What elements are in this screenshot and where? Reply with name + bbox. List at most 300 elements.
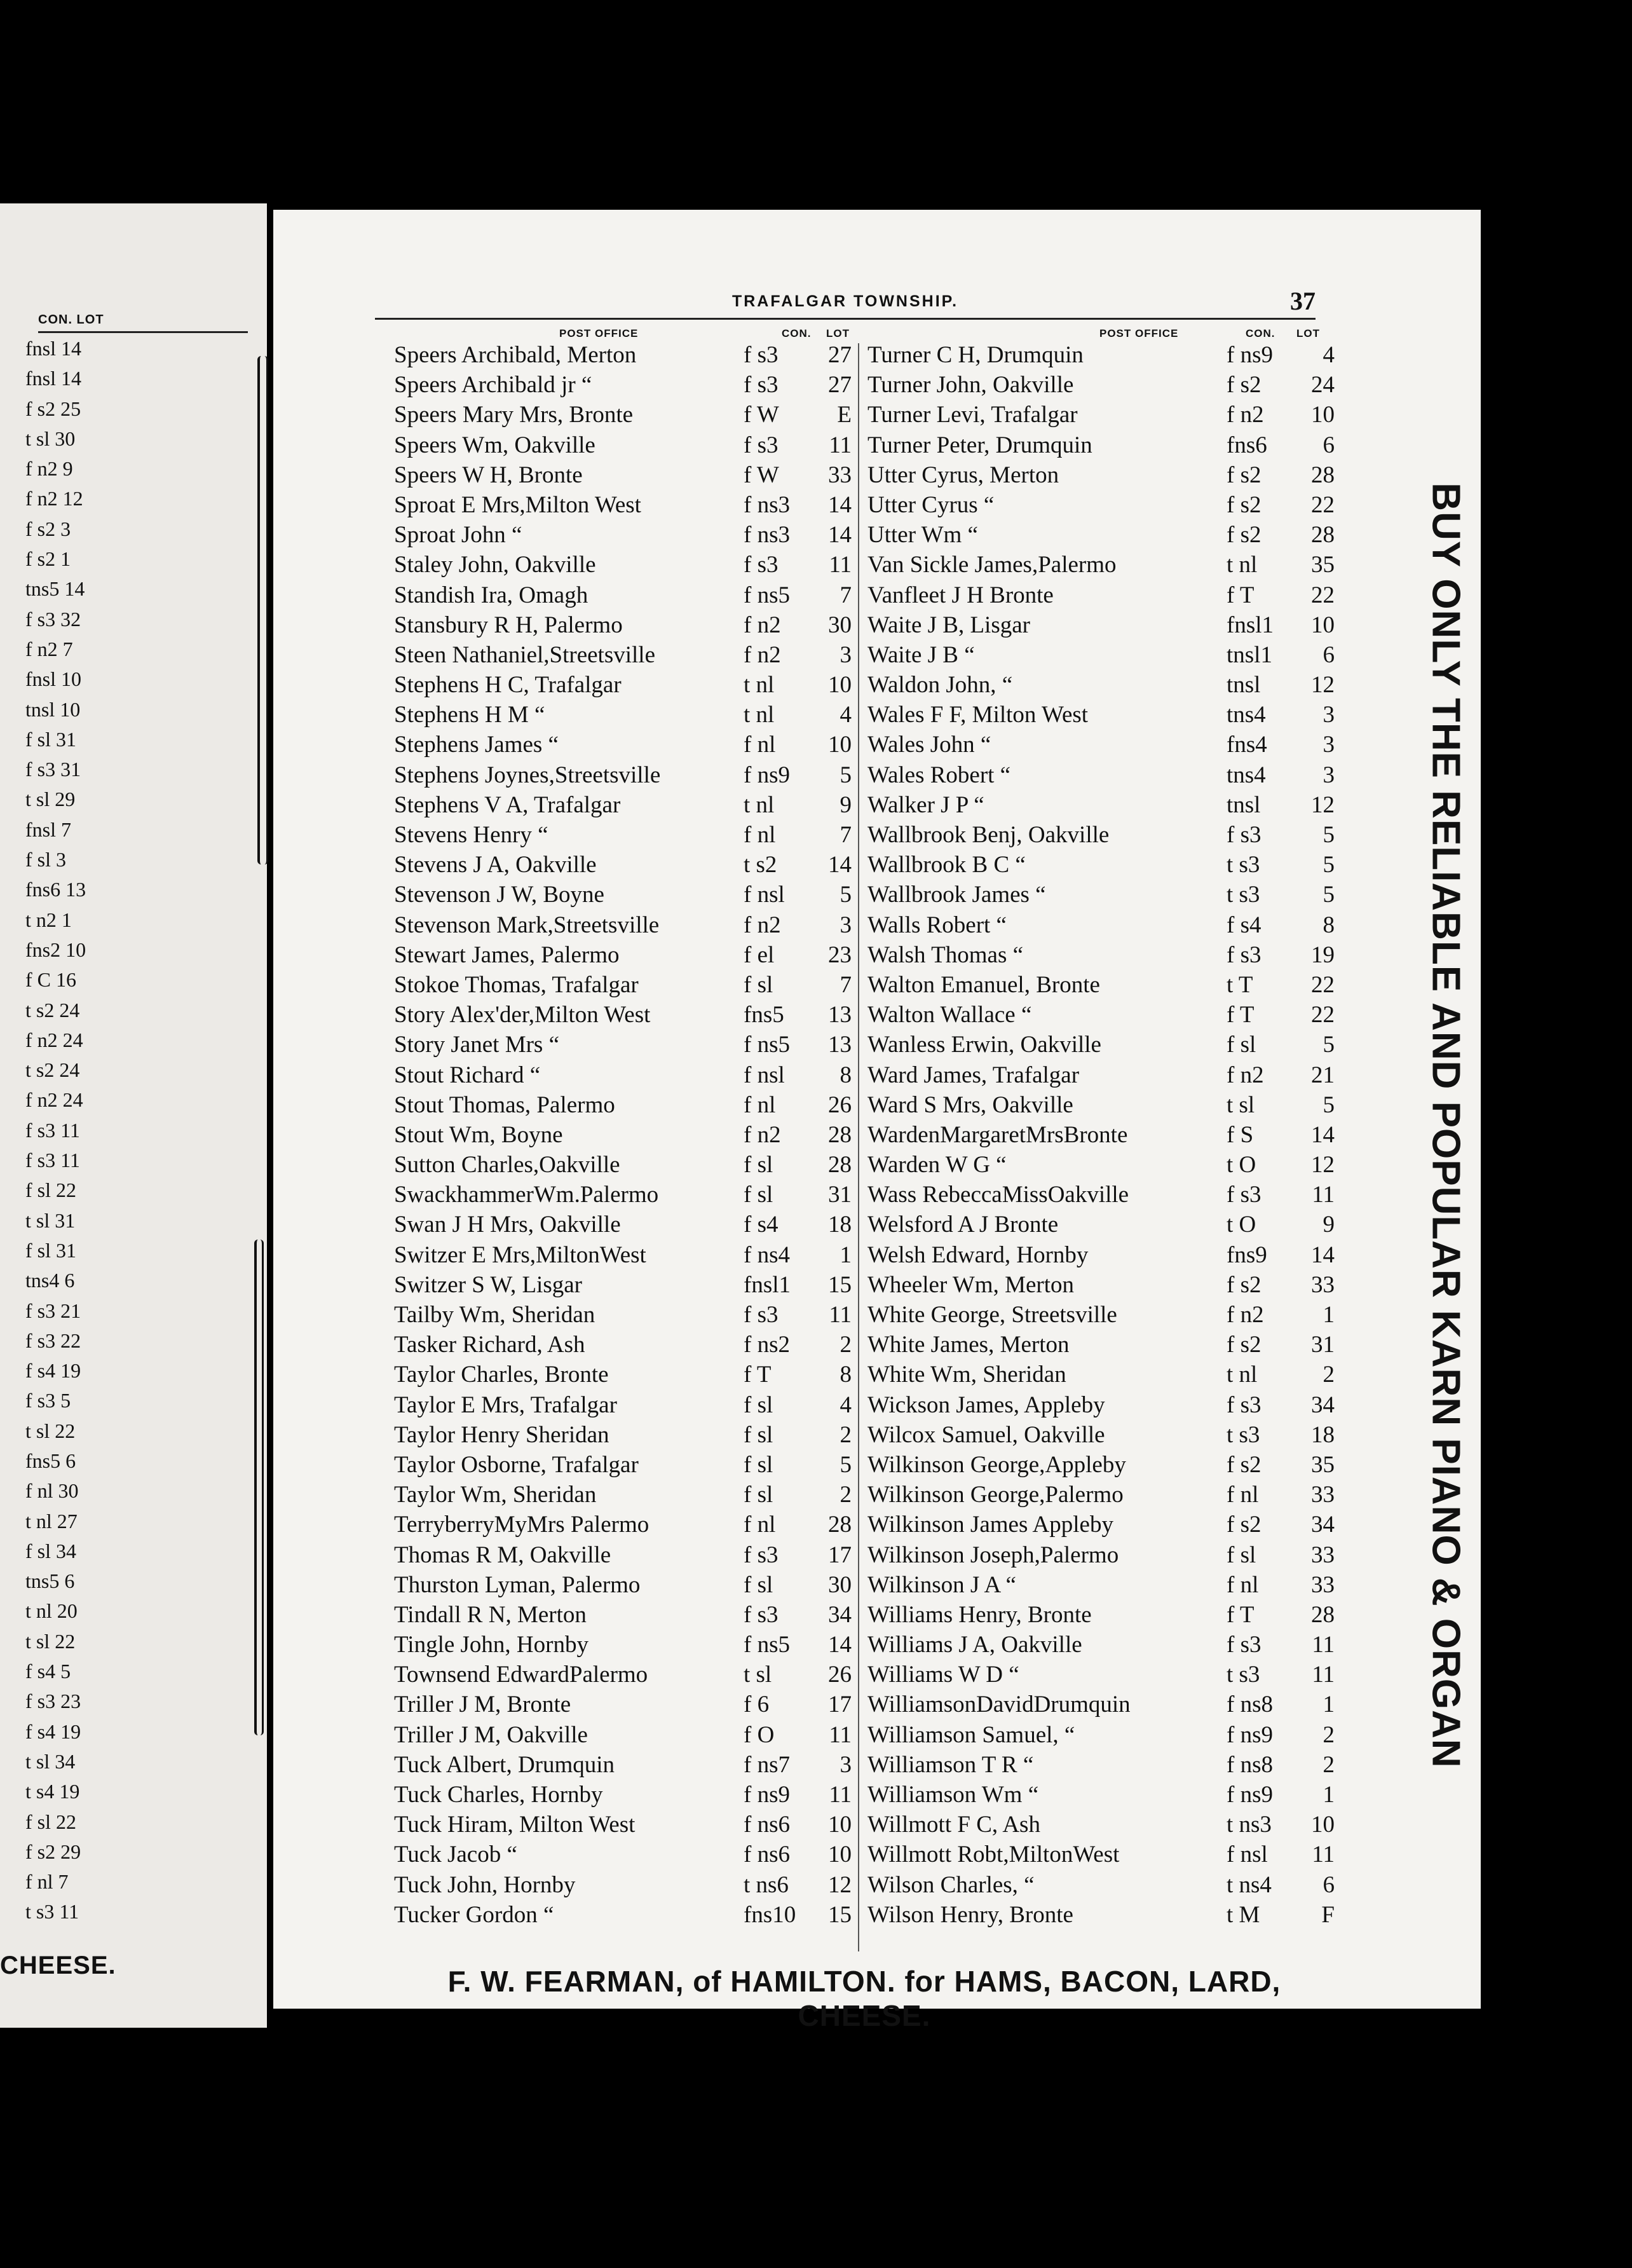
directory-entry (867, 1330, 1335, 1360)
entry-concession: tns4 (1227, 762, 1266, 788)
entry-lot: 1 (1323, 1691, 1335, 1718)
entry-name-post-office: Walton Wallace “ (867, 1002, 1032, 1028)
entry-name-post-office: Waite J B “ (867, 641, 975, 668)
directory-column-b (867, 340, 1335, 1930)
entry-name-post-office: Wanless Erwin, Oakville (867, 1032, 1101, 1058)
left-page-footer: CHEESE. (0, 1951, 116, 1979)
entry-name-post-office: Vanfleet J H Bronte (867, 582, 1054, 608)
left-page-row (19, 514, 248, 544)
directory-entry (867, 340, 1335, 370)
entry-lot: 33 (1311, 1541, 1335, 1568)
binding-thread-mark (257, 356, 268, 864)
left-page-row (19, 1085, 248, 1115)
directory-entry (394, 1420, 852, 1450)
left-page-row-value: f n2 9 (25, 457, 73, 481)
entry-concession: f ns6 (744, 1841, 790, 1868)
directory-entry (867, 1870, 1335, 1900)
entry-lot: 26 (828, 1662, 852, 1688)
left-page-row-value: fnsl 14 (25, 367, 81, 390)
page-header (375, 287, 1316, 320)
entry-name-post-office: Wales F F, Milton West (867, 702, 1089, 728)
entry-name-post-office: Turner Levi, Trafalgar (867, 402, 1078, 428)
entry-concession: f s4 (1227, 912, 1261, 938)
entry-concession: f nsl (1227, 1841, 1268, 1868)
directory-entry (394, 1060, 852, 1090)
entry-concession: f ns3 (744, 491, 790, 518)
entry-concession: t ns3 (1227, 1812, 1272, 1838)
left-page-row-value: f n2 24 (25, 1088, 83, 1112)
entry-concession: f T (1227, 582, 1255, 608)
left-page-row (19, 1837, 248, 1867)
entry-lot: 3 (1323, 732, 1335, 758)
side-advert (1411, 286, 1481, 1964)
entry-lot: 2 (1323, 1362, 1335, 1388)
entry-lot: 11 (829, 1782, 852, 1808)
entry-name-post-office: Switzer E Mrs,MiltonWest (394, 1241, 646, 1268)
entry-name-post-office: Stansbury R H, Palermo (394, 611, 623, 638)
entry-name-post-office: Williamson Wm “ (867, 1782, 1039, 1808)
entry-name-post-office: Stevens Henry “ (394, 822, 548, 848)
entry-lot: 11 (1312, 1841, 1335, 1868)
entry-concession: f s3 (1227, 941, 1261, 968)
directory-entry (867, 1780, 1335, 1810)
entry-name-post-office: Wickson James, Appleby (867, 1391, 1105, 1418)
directory-entry (867, 1030, 1335, 1060)
directory-entry (867, 1510, 1335, 1540)
directory-entry (394, 1900, 852, 1930)
entry-lot: 4 (840, 702, 852, 728)
entry-name-post-office: Tucker Gordon “ (394, 1901, 554, 1928)
entry-concession: fnsl1 (744, 1271, 791, 1298)
directory-entry (394, 1390, 852, 1420)
entry-concession: f s3 (744, 1302, 779, 1328)
entry-concession: f T (744, 1362, 772, 1388)
entry-lot: 8 (840, 1062, 852, 1088)
entry-name-post-office: Stout Wm, Boyne (394, 1121, 563, 1148)
directory-entry (867, 1090, 1335, 1120)
entry-lot: 5 (1323, 882, 1335, 908)
entry-lot: 2 (840, 1332, 852, 1358)
entry-lot: 28 (1311, 522, 1335, 549)
left-page-row-value: t sl 31 (25, 1208, 76, 1232)
directory-entry (867, 1120, 1335, 1150)
entry-concession: f sl (744, 971, 773, 998)
left-page-row-value: fnsl 14 (25, 337, 81, 360)
entry-lot: 5 (840, 1451, 852, 1478)
left-page-row (19, 875, 248, 905)
entry-lot: 28 (1311, 1601, 1335, 1628)
left-page-row (19, 1536, 248, 1566)
left-facing-page (0, 203, 267, 2028)
left-page-row (19, 574, 248, 604)
directory-entry (394, 1450, 852, 1480)
entry-lot: 11 (829, 1721, 852, 1748)
entry-lot: 18 (828, 1212, 852, 1238)
entry-concession: f ns6 (744, 1812, 790, 1838)
left-page-row-value: t nl 20 (25, 1599, 78, 1623)
entry-name-post-office: Tailby Wm, Sheridan (394, 1302, 595, 1328)
entry-concession: t s3 (1227, 852, 1260, 878)
entry-lot: 2 (1323, 1721, 1335, 1748)
entry-concession: f nsl (744, 1062, 785, 1088)
entry-concession: f s2 (1227, 1451, 1261, 1478)
entry-lot: 14 (828, 1632, 852, 1658)
entry-concession: f s3 (744, 372, 779, 399)
entry-lot: 1 (840, 1241, 852, 1268)
directory-entry (867, 1630, 1335, 1660)
entry-lot: 3 (840, 912, 852, 938)
directory-entry (867, 1210, 1335, 1240)
entry-concession: f n2 (1227, 1302, 1264, 1328)
entry-concession: fns6 (1227, 432, 1267, 458)
directory-entry (867, 760, 1335, 790)
directory-entry (394, 1600, 852, 1630)
entry-name-post-office: WardenMargaretMrsBronte (867, 1121, 1128, 1148)
entry-name-post-office: Stokoe Thomas, Trafalgar (394, 971, 639, 998)
directory-entry (394, 640, 852, 670)
entry-concession: t s3 (1227, 882, 1260, 908)
entry-concession: t nl (744, 791, 775, 818)
entry-lot: 10 (828, 1841, 852, 1868)
entry-name-post-office: Tindall R N, Merton (394, 1601, 587, 1628)
left-page-row-value: fnsl 7 (25, 817, 71, 841)
entry-name-post-office: Turner John, Oakville (867, 372, 1074, 399)
left-page-row (19, 1386, 248, 1416)
entry-concession: tns4 (1227, 702, 1266, 728)
entry-lot: 10 (828, 1812, 852, 1838)
left-page-row-value: f s4 5 (25, 1660, 71, 1683)
directory-entry (394, 1300, 852, 1330)
entry-lot: 11 (1312, 1182, 1335, 1208)
directory-entry (867, 1690, 1335, 1719)
left-page-row (19, 1145, 248, 1175)
entry-concession: f sl (1227, 1032, 1256, 1058)
entry-name-post-office: Williams Henry, Bronte (867, 1601, 1092, 1628)
entry-name-post-office: Speers W H, Bronte (394, 461, 583, 488)
entry-lot: 5 (840, 762, 852, 788)
directory-column-a (394, 340, 852, 1930)
col-b-post-office-header: POST OFFICE (1099, 327, 1179, 339)
entry-name-post-office: Stephens James “ (394, 732, 559, 758)
entry-name-post-office: Wilson Charles, “ (867, 1871, 1035, 1898)
entry-lot: 30 (828, 611, 852, 638)
entry-name-post-office: Williams J A, Oakville (867, 1632, 1082, 1658)
left-page-row (19, 845, 248, 875)
entry-concession: t s3 (1227, 1662, 1260, 1688)
entry-concession: t ns6 (744, 1871, 789, 1898)
left-page-row (19, 1807, 248, 1837)
directory-entry (867, 1180, 1335, 1210)
left-page-row-value: tns5 6 (25, 1569, 75, 1593)
running-head: TRAFALGAR TOWNSHIP. (731, 292, 959, 310)
left-page-row-value: f n2 7 (25, 637, 73, 660)
entry-concession: t nl (744, 672, 775, 699)
directory-entry (394, 790, 852, 820)
column-divider (858, 343, 859, 1951)
entry-lot: 13 (828, 1032, 852, 1058)
entry-concession: f s2 (1227, 1512, 1261, 1538)
entry-concession: t O (1227, 1212, 1256, 1238)
left-page-row (19, 905, 248, 935)
entry-concession: f W (744, 402, 779, 428)
directory-entry (867, 940, 1335, 970)
entry-lot: 26 (828, 1091, 852, 1118)
entry-name-post-office: Utter Wm “ (867, 522, 978, 549)
directory-entry (394, 1660, 852, 1690)
directory-entry (867, 610, 1335, 640)
entry-concession: t s2 (744, 852, 777, 878)
entry-lot: 5 (1323, 1091, 1335, 1118)
directory-entry (394, 1240, 852, 1270)
page-number: 37 (1290, 287, 1316, 315)
directory-entry (867, 1570, 1335, 1600)
left-page-row (19, 1266, 248, 1295)
entry-lot: 3 (1323, 702, 1335, 728)
entry-lot: 19 (1311, 941, 1335, 968)
entry-lot: 14 (828, 522, 852, 549)
left-page-row-value: f s2 25 (25, 397, 81, 420)
entry-concession: t nl (1227, 1362, 1258, 1388)
left-page-row-value: f sl 22 (25, 1810, 76, 1833)
entry-name-post-office: Tasker Richard, Ash (394, 1332, 585, 1358)
left-page-row (19, 1326, 248, 1356)
directory-entry (394, 1480, 852, 1510)
entry-lot: 10 (828, 672, 852, 699)
left-page-row (19, 1446, 248, 1476)
left-page-row (19, 1686, 248, 1716)
entry-concession: f ns8 (1227, 1751, 1273, 1778)
entry-concession: fns4 (1227, 732, 1267, 758)
entry-name-post-office: Warden W G “ (867, 1152, 1007, 1178)
directory-entry (394, 880, 852, 910)
entry-lot: 22 (1311, 1002, 1335, 1028)
entry-name-post-office: Tingle John, Hornby (394, 1632, 588, 1658)
left-page-row-value: t s2 24 (25, 998, 80, 1021)
directory-entry (394, 370, 852, 400)
entry-name-post-office: Sutton Charles,Oakville (394, 1152, 620, 1178)
col-a-post-office-header: POST OFFICE (559, 327, 639, 339)
left-page-row-value: f sl 34 (25, 1539, 76, 1562)
entry-name-post-office: Thurston Lyman, Palermo (394, 1571, 641, 1598)
directory-entry (394, 1750, 852, 1780)
entry-name-post-office: Speers Archibald, Merton (394, 342, 637, 368)
left-page-row-value: f C 16 (25, 968, 76, 992)
entry-lot: 2 (1323, 1751, 1335, 1778)
entry-lot: 28 (828, 1512, 852, 1538)
entry-concession: f s3 (1227, 1182, 1261, 1208)
left-page-row (19, 1506, 248, 1536)
entry-concession: f 6 (744, 1691, 770, 1718)
left-page-row-value: f s2 1 (25, 547, 71, 571)
entry-lot: 17 (828, 1541, 852, 1568)
entry-lot: F (1321, 1901, 1335, 1928)
entry-lot: 6 (1323, 641, 1335, 668)
left-page-row-value: f s3 23 (25, 1690, 81, 1713)
left-page-rows (19, 334, 248, 1927)
left-page-row (19, 815, 248, 845)
left-page-row (19, 1596, 248, 1626)
entry-name-post-office: Sproat John “ (394, 522, 522, 549)
entry-lot: 14 (1311, 1121, 1335, 1148)
entry-concession: f sl (744, 1182, 773, 1208)
entry-concession: f s3 (744, 1541, 779, 1568)
entry-name-post-office: Sproat E Mrs,Milton West (394, 491, 641, 518)
entry-lot: 12 (1311, 1152, 1335, 1178)
entry-name-post-office: Van Sickle James,Palermo (867, 552, 1117, 578)
entry-lot: 34 (1311, 1391, 1335, 1418)
entry-lot: 10 (1311, 611, 1335, 638)
entry-lot: 14 (828, 491, 852, 518)
entry-name-post-office: Wilkinson George,Appleby (867, 1451, 1126, 1478)
entry-name-post-office: Triller J M, Oakville (394, 1721, 588, 1748)
left-page-row (19, 605, 248, 634)
entry-concession: f s4 (744, 1212, 779, 1238)
entry-lot: 8 (1323, 912, 1335, 938)
entry-lot: 34 (828, 1601, 852, 1628)
entry-concession: f ns7 (744, 1751, 790, 1778)
entry-concession: t M (1227, 1901, 1260, 1928)
entry-lot: 33 (1311, 1271, 1335, 1298)
entry-name-post-office: Utter Cyrus, Merton (867, 461, 1059, 488)
left-page-row-value: f s3 32 (25, 607, 81, 631)
left-page-row (19, 784, 248, 814)
entry-lot: 9 (1323, 1212, 1335, 1238)
directory-entry (394, 970, 852, 1000)
entry-name-post-office: White George, Streetsville (867, 1302, 1117, 1328)
entry-name-post-office: Wilkinson J A “ (867, 1571, 1016, 1598)
entry-lot: 3 (840, 1751, 852, 1778)
entry-lot: 10 (1311, 402, 1335, 428)
entry-lot: 33 (1311, 1571, 1335, 1598)
directory-entry (394, 1030, 852, 1060)
directory-entry (867, 1750, 1335, 1780)
entry-lot: 22 (1311, 971, 1335, 998)
entry-name-post-office: Stephens Joynes,Streetsville (394, 762, 661, 788)
directory-entry (867, 640, 1335, 670)
entry-name-post-office: Tuck Charles, Hornby (394, 1782, 603, 1808)
left-page-row (19, 544, 248, 574)
entry-concession: f T (1227, 1002, 1255, 1028)
entry-lot: 11 (829, 432, 852, 458)
directory-entry (867, 1840, 1335, 1869)
directory-entry (394, 1330, 852, 1360)
entry-lot: 15 (828, 1271, 852, 1298)
directory-entry (867, 430, 1335, 460)
entry-concession: f el (744, 941, 775, 968)
entry-concession: f sl (744, 1421, 773, 1448)
col-a-con-header: CON. (782, 327, 812, 339)
left-page-row-value: f sl 31 (25, 727, 76, 751)
directory-entry (394, 1780, 852, 1810)
entry-concession: f ns9 (1227, 1782, 1273, 1808)
entry-name-post-office: White James, Merton (867, 1332, 1070, 1358)
entry-name-post-office: Wilkinson Joseph,Palermo (867, 1541, 1119, 1568)
left-page-row-value: t sl 22 (25, 1419, 76, 1442)
directory-entry (867, 1480, 1335, 1510)
entry-concession: f s3 (744, 552, 779, 578)
entry-lot: 33 (828, 461, 852, 488)
left-page-row-value: f nl 30 (25, 1479, 79, 1503)
entry-concession: fns10 (744, 1901, 796, 1928)
entry-name-post-office: Williamson Samuel, “ (867, 1721, 1075, 1748)
entry-lot: 34 (1311, 1512, 1335, 1538)
directory-entry (867, 1540, 1335, 1570)
directory-entry (394, 820, 852, 850)
entry-concession: f n2 (1227, 402, 1264, 428)
entry-name-post-office: Story Alex'der,Milton West (394, 1002, 651, 1028)
entry-concession: f nl (744, 732, 776, 758)
entry-lot: 6 (1323, 1871, 1335, 1898)
directory-entry (867, 970, 1335, 1000)
left-page-row-value: fns2 10 (25, 938, 86, 961)
directory-entry (867, 490, 1335, 520)
directory-entry (867, 1660, 1335, 1690)
side-advert-text: BUY ONLY THE RELIABLE AND POPULAR KARN PIANO & ORGAN (1424, 482, 1468, 1768)
entry-name-post-office: Stephens V A, Trafalgar (394, 791, 621, 818)
directory-entry (394, 340, 852, 370)
directory-entry (394, 1840, 852, 1869)
left-page-row-value: f n2 12 (25, 487, 83, 510)
entry-concession: f n2 (744, 912, 781, 938)
left-page-row-value: f s4 19 (25, 1359, 81, 1383)
directory-entry (867, 1360, 1335, 1390)
left-page-row (19, 1747, 248, 1777)
left-page-row (19, 755, 248, 784)
entry-lot: 35 (1311, 552, 1335, 578)
entry-concession: f ns3 (744, 522, 790, 549)
entry-concession: f nsl (744, 882, 785, 908)
left-page-row-value: tns4 6 (25, 1269, 75, 1292)
entry-name-post-office: Willmott F C, Ash (867, 1812, 1040, 1838)
left-page-row (19, 424, 248, 454)
left-page-row (19, 484, 248, 514)
left-page-row-value: f sl 31 (25, 1238, 76, 1262)
left-page-row (19, 364, 248, 393)
entry-lot: 7 (840, 582, 852, 608)
entry-lot: 5 (1323, 852, 1335, 878)
left-page-row (19, 1476, 248, 1506)
footer-advert: F. W. FEARMAN, of HAMILTON. for HAMS, BACON, LARD, CHEESE. (447, 1965, 1281, 2032)
directory-entry (867, 910, 1335, 940)
entry-name-post-office: Waldon John, “ (867, 672, 1013, 699)
directory-entry (867, 1060, 1335, 1090)
left-page-row-value: f s3 5 (25, 1389, 71, 1412)
entry-concession: f ns5 (744, 1632, 790, 1658)
entry-lot: 5 (1323, 1032, 1335, 1058)
directory-entry (867, 1150, 1335, 1180)
left-page-row-value: t s2 24 (25, 1058, 80, 1082)
entry-concession: fns5 (744, 1002, 784, 1028)
entry-concession: tnsl1 (1227, 641, 1272, 668)
entry-lot: 12 (1311, 672, 1335, 699)
directory-entry (867, 1300, 1335, 1330)
entry-lot: 22 (1311, 491, 1335, 518)
entry-name-post-office: Wilson Henry, Bronte (867, 1901, 1073, 1928)
entry-name-post-office: Speers Mary Mrs, Bronte (394, 402, 634, 428)
directory-entry (394, 610, 852, 640)
entry-name-post-office: Stevens J A, Oakville (394, 852, 597, 878)
entry-lot: 31 (1311, 1332, 1335, 1358)
entry-name-post-office: Stevenson Mark,Streetsville (394, 912, 660, 938)
directory-entry (867, 550, 1335, 580)
entry-lot: 5 (840, 882, 852, 908)
entry-name-post-office: Taylor Osborne, Trafalgar (394, 1451, 639, 1478)
entry-name-post-office: Wilkinson George,Palermo (867, 1482, 1124, 1508)
entry-name-post-office: Townsend EdwardPalermo (394, 1662, 648, 1688)
entry-lot: 14 (828, 852, 852, 878)
left-page-row (19, 995, 248, 1025)
directory-entry (867, 700, 1335, 730)
